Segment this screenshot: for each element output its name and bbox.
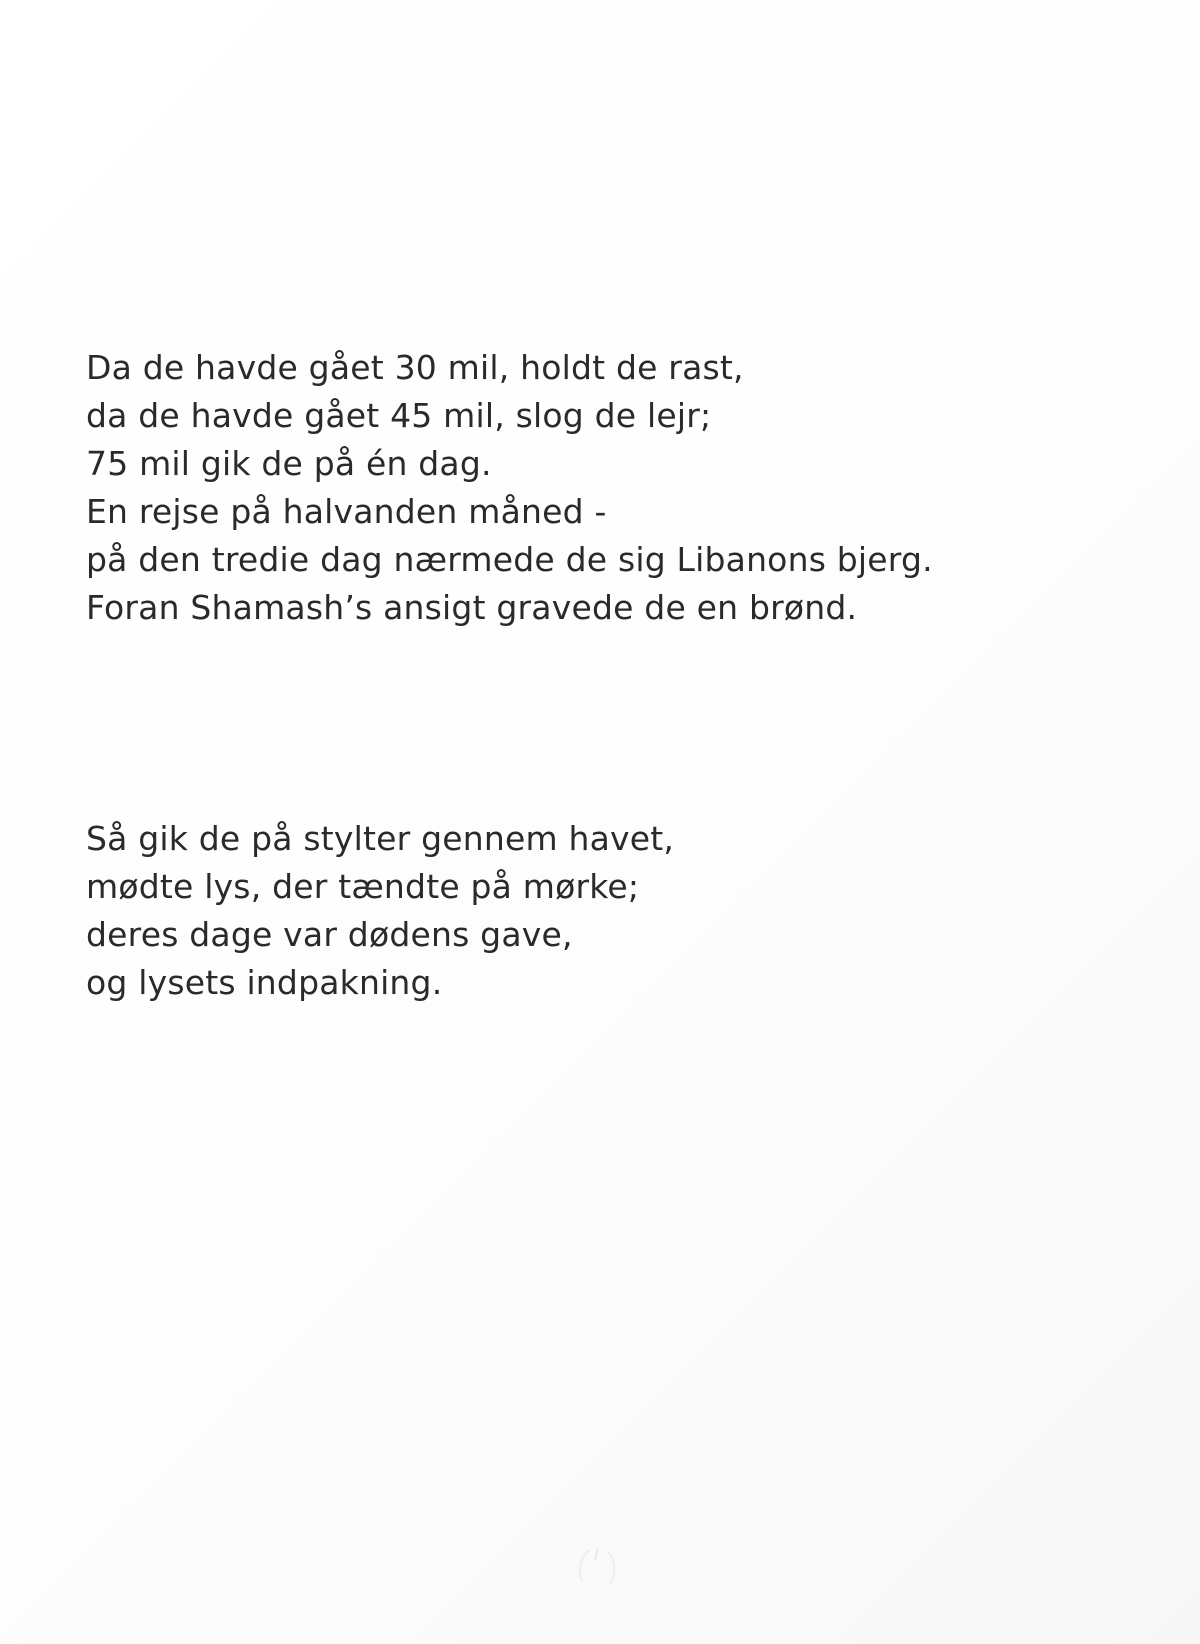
poem-line: Foran Shamash’s ansigt gravede de en brønd. — [86, 588, 858, 627]
poem-line: mødte lys, der tændte på mørke; — [86, 867, 640, 906]
poem-line: Så gik de på stylter gennem havet, — [86, 819, 675, 858]
poem-line: deres dage var dødens gave, — [86, 915, 573, 954]
poem-line: da de havde gået 45 mil, slog de lejr; — [86, 396, 712, 435]
poem-line: Da de havde gået 30 mil, holdt de rast, — [86, 348, 744, 387]
poem-line: og lysets indpakning. — [86, 963, 443, 1002]
poem-stanza-1 — [86, 344, 933, 632]
faint-page-mark — [568, 1540, 628, 1592]
poem-stanza-2 — [86, 815, 674, 1007]
poem-line: på den tredie dag nærmede de sig Libanons bjerg. — [86, 540, 933, 579]
faint-mark-icon — [568, 1540, 628, 1592]
poem-line: 75 mil gik de på én dag. — [86, 444, 492, 483]
poem-line: En rejse på halvanden måned - — [86, 492, 607, 531]
